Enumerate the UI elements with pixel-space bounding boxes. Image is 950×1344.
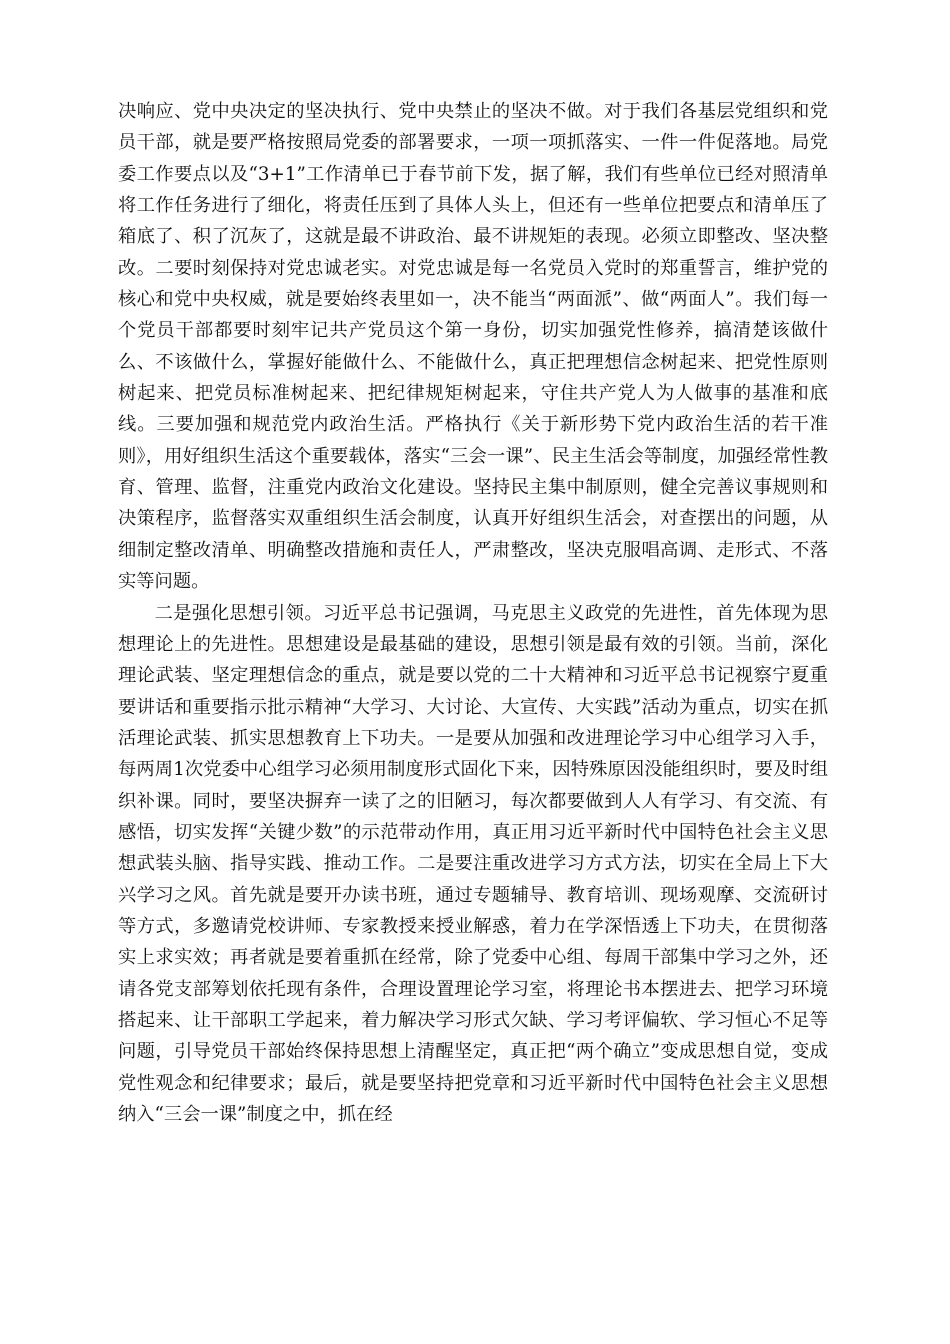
document-page <box>118 96 828 1130</box>
paragraph-political-discipline: 决响应、党中央决定的坚决执行、党中央禁止的坚决不做。对于我们各基层党组织和党员干部，就是要严格按照局党委的部署要求，一项一项抓落实、一件一件促落地。局党委工作要点以及“3+1”工作清单已于春节前下发，据了解，我们有些单位已经对照清单将工作任务进行了细化，将责任压到了具体人头上，但还有一些单位把要点和清单压了箱底了、积了沉灰了，这就是最不讲政治、最不讲规矩的表现。必须立即整改、坚决整改。二要时刻保持对党忠诚老实。对党忠诚是每一名党员入党时的郑重誓言，维护党的核心和党中央权威，就是要始终表里如一，决不能当“两面派”、做“两面人”。我们每一个党员干部都要时刻牢记共产党员这个第一身份，切实加强党性修养，搞清楚该做什么、不该做什么，掌握好能做什么、不能做什么，真正把理想信念树起来、把党性原则树起来、把党员标准树起来、把纪律规矩树起来，守住共产党人为人做事的基准和底线。三要加强和规范党内政治生活。严格执行《关于新形势下党内政治生活的若干准则》，用好组织生活这个重要载体，落实“三会一课”、民主生活会等制度，加强经常性教育、管理、监督，注重党内政治文化建设。坚持民主集中制原则，健全完善议事规则和决策程序，监督落实双重组织生活会制度，认真开好组织生活会，对查摆出的问题，从细制定整改清单、明确整改措施和责任人，严肃整改，坚决克服唱高调、走形式、不落实等问题。 <box>118 101 828 593</box>
paragraph-ideological-guidance: 二是强化思想引领。习近平总书记强调，马克思主义政党的先进性，首先体现为思想理论上的先进性。思想建设是最基础的建设，思想引领是最有效的引领。当前，深化理论武装、坚定理想信念的重点，就是要以党的二十大精神和习近平总书记视察宁夏重要讲话和重要指示批示精神“大学习、大讨论、大宣传、大实践”活动为重点，切实在抓活理论武装、抓实思想教育上下功夫。一是要从加强和改进理论学习中心组学习入手，每两周1次党委中心组学习必须用制度形式固化下来，因特殊原因没能组织时，要及时组织补课。同时，要坚决摒弃一读了之的旧陋习，每次都要做到人人有学习、有交流、有感悟，切实发挥“关键少数”的示范带动作用，真正用习近平新时代中国特色社会主义思想武装头脑、指导实践、推动工作。二是要注重改进学习方式方法，切实在全局上下大兴学习之风。首先就是要开办读书班，通过专题辅导、教育培训、现场观摩、交流研讨等方式，多邀请党校讲师、专家教授来授业解惑，着力在学深悟透上下功夫，在贯彻落实上求实效；再者就是要着重抓在经常，除了党委中心组、每周干部集中学习之外，还请各党支部筹划依托现有条件，合理设置理论学习室，将理论书本摆进去、把学习环境搭起来、让干部职工学起来，着力解决学习形式欠缺、学习考评偏软、学习恒心不足等问题，引导党员干部始终保持思想上清醒坚定，真正把“两个确立”变成思想自觉，变成党性观念和纪律要求；最后，就是要坚持把党章和习近平新时代中国特色社会主义思想纳入“三会一课”制度之中，抓在经 <box>118 602 828 1125</box>
